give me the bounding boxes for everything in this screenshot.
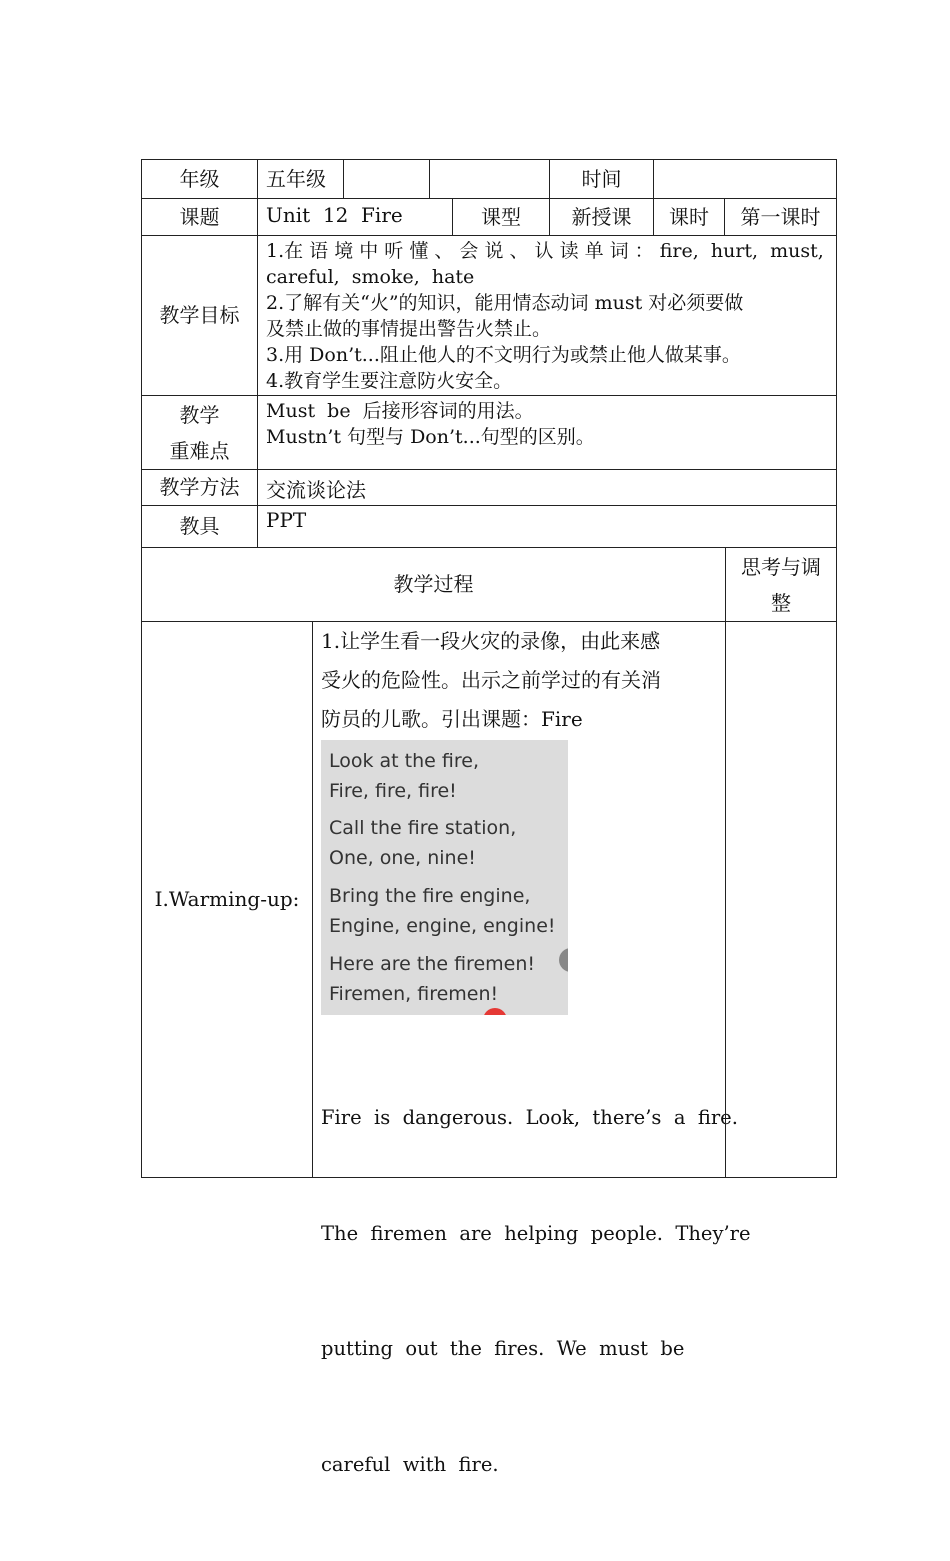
intro-line: 防员的儿歌。引出课题：Fire	[321, 707, 583, 731]
type-value: 新授课	[549, 198, 654, 236]
row-keypoints	[141, 395, 837, 470]
cropped-circle-icon	[559, 948, 568, 972]
poem-line: Bring the fire engine,	[329, 885, 531, 907]
reflect-header-line1: 思考与调	[741, 554, 821, 579]
poem-line: Fire, fire, fire!	[329, 780, 457, 802]
after-line: careful with fire.	[321, 1452, 499, 1476]
period-label: 课时	[653, 198, 725, 236]
warmup-reflect	[725, 621, 837, 1178]
process-title: 教学过程	[141, 547, 726, 622]
objective-line: 4.教育学生要注意防火安全。	[266, 370, 513, 392]
time-value	[653, 159, 837, 199]
keypoints-content	[257, 395, 837, 470]
poem-line: One, one, nine!	[329, 847, 476, 869]
poem-line: Here are the firemen!	[329, 953, 535, 975]
after-line: Fire is dangerous. Look, there’s a fire.	[321, 1106, 738, 1129]
intro-line: 受火的危险性。出示之前学过的有关消	[321, 668, 661, 692]
method-label: 教学方法	[141, 469, 258, 506]
tools-label: 教具	[141, 505, 258, 548]
poem-line: Look at the fire,	[329, 750, 479, 772]
keypoint-line: Mustn’t 句型与 Don’t...句型的区别。	[266, 426, 595, 448]
method-value: 交流谈论法	[257, 469, 837, 506]
objectives-content	[257, 235, 837, 396]
blank-cell-1	[343, 159, 430, 199]
poem-line: Call the fire station,	[329, 817, 517, 839]
keypoint-line: Must be 后接形容词的用法。	[266, 400, 534, 422]
objective-line: 及禁止做的事情提出警告火禁止。	[266, 318, 552, 340]
keypoints-label-line2: 重难点	[169, 438, 230, 463]
warmup-label: Ⅰ.Warming-up:	[141, 621, 313, 1178]
row-method	[141, 469, 837, 506]
after-line: putting out the fires. We must be	[321, 1337, 685, 1360]
warmup-intro	[321, 622, 661, 739]
warmup-after	[321, 1022, 751, 1561]
keypoints-label	[141, 395, 258, 470]
poem-line: Engine, engine, engine!	[329, 915, 556, 937]
blank-cell-2	[429, 159, 550, 199]
keypoints-label-line1: 教学	[179, 402, 220, 427]
row-grade-time	[141, 159, 837, 199]
red-circle-icon	[483, 1008, 507, 1015]
row-tools	[141, 505, 837, 548]
fire-song-image	[321, 740, 568, 1015]
period-value: 第一课时	[724, 198, 837, 236]
objective-line: 3.用 Don’t...阻止他人的不文明行为或禁止他人做某事。	[266, 344, 741, 366]
topic-value: Unit 12 Fire	[257, 198, 453, 236]
grade-label: 年级	[141, 159, 258, 199]
row-objectives	[141, 235, 837, 396]
intro-line: 1.让学生看一段火灾的录像，由此来感	[321, 629, 661, 653]
objectives-label: 教学目标	[141, 235, 258, 396]
after-line: The firemen are helping people. They’re	[321, 1221, 751, 1245]
row-process-header	[141, 547, 837, 622]
topic-label: 课题	[141, 198, 258, 236]
type-label: 课型	[452, 198, 550, 236]
reflect-header	[725, 547, 837, 622]
poem-line: Firemen, firemen!	[329, 983, 499, 1005]
objective-line: 2.了解有关“火”的知识，能用情态动词 must 对必须要做	[266, 292, 744, 314]
row-topic	[141, 198, 837, 236]
objective-line: 1.在 语 境 中 听 懂 、 会 说 、 认 读 单 词 ： fire, hurt, must,	[266, 240, 824, 262]
grade-value: 五年级	[257, 159, 344, 199]
reflect-header-line2: 整	[771, 590, 791, 615]
time-label: 时间	[549, 159, 654, 199]
tools-value: PPT	[257, 505, 837, 548]
objective-line: careful, smoke, hate	[266, 266, 475, 288]
